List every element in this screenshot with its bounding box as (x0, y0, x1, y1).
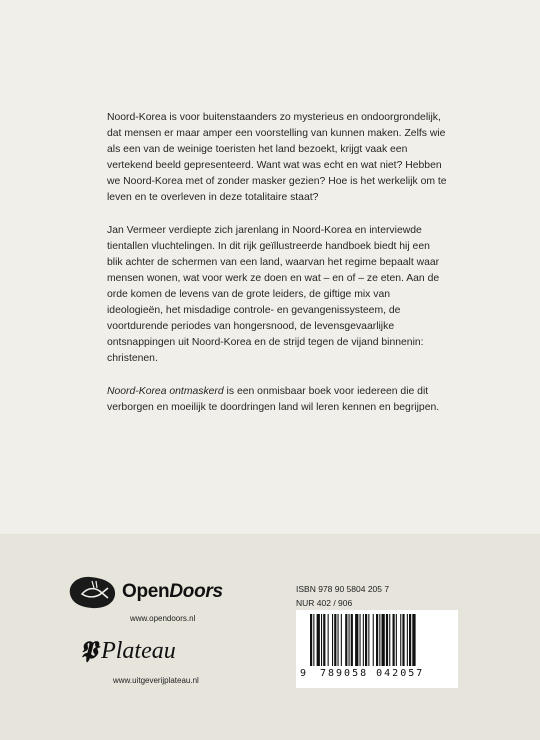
opendoors-wordmark (122, 581, 223, 603)
barcode-bar (402, 614, 404, 666)
barcode-digits: 789058 042057 (320, 668, 425, 679)
nur-code: NUR 402 / 906 (296, 598, 353, 608)
barcode-bar (317, 614, 320, 666)
opendoors-fish-logo-icon (66, 572, 118, 612)
barcode-bar (382, 614, 385, 666)
barcode-bar (360, 614, 361, 666)
barcode-bar (313, 614, 314, 666)
barcode-bar (341, 614, 342, 666)
opendoors-url: www.opendoors.nl (130, 614, 196, 623)
barcode-bar (328, 614, 329, 666)
barcode (296, 610, 458, 688)
barcode-bar (409, 614, 411, 666)
barcode-bar (334, 614, 336, 666)
barcode-bar (400, 614, 401, 666)
barcode-bar (396, 614, 397, 666)
barcode-bar (368, 614, 369, 666)
barcode-bar (349, 614, 350, 666)
barcode-bar (365, 614, 367, 666)
barcode-bar (323, 614, 325, 666)
plateau-wordmark: Plateau (101, 638, 176, 664)
barcode-bar (373, 614, 374, 666)
barcode-bar (310, 614, 312, 666)
blurb-paragraph-3 (107, 384, 447, 416)
barcode-bar (351, 614, 353, 666)
barcode-bar (379, 614, 380, 666)
isbn-block (296, 582, 389, 610)
barcode-bar (393, 614, 395, 666)
barcode-bar (332, 614, 333, 666)
barcode-bar (407, 614, 408, 666)
isbn-number: ISBN 978 90 5804 205 7 (296, 584, 390, 594)
barcode-bar (386, 614, 388, 666)
barcode-lead-digit: 9 (300, 668, 307, 679)
barcode-bar (355, 614, 358, 666)
barcode-bar (389, 614, 390, 666)
barcode-bar (321, 614, 322, 666)
barcode-bar (412, 614, 415, 666)
back-cover-blurb (107, 110, 447, 433)
blurb-paragraph-2: Jan Vermeer verdiepte zich jarenlang in Noord-Korea en interviewde tientallen vluchtelingen. In dit rijk geïllustreerde handboek biedt hij een blik achter de schermen van een land, waarvan het regime bepaalt waar mensen wonen, wat voor werk ze doen en wat – en of – ze eten. Aan de orde komen de levens van de grote leiders, de giftige mix van ideologieën, het misdadige controle- en gevangenissysteem, de voortdurende periodes van hongersnood, de levensgevaarlijke ontsnappingen uit Noord-Korea en de strijd tegen de vijand binnenin: christenen. (107, 225, 440, 364)
barcode-bar (338, 614, 339, 666)
plateau-p-logo-icon: 𝕻 (80, 638, 98, 664)
cover-footer-band (0, 534, 540, 740)
barcode-bar (345, 614, 347, 666)
blurb-paragraph-1: Noord-Korea is voor buitenstaanders zo mysterieus en ondoorgrondelijk, dat mensen er maar amper een voorstelling van kunnen maken. Zelfs wie als een van de weinige toeristen het land bezoekt, krijgt vaak een vertekend beeld gepresenteerd. Want wat was echt en wat niet? Hebben we Noord-Korea met of zonder masker gezien? Hoe is het werkelijk om te leven en te overleven in deze totalitaire staat? (107, 112, 447, 203)
opendoors-logo (66, 572, 223, 612)
book-title-italic: Noord-Korea ontmaskerd (107, 386, 224, 397)
opendoors-wordmark-doors: Doors (169, 581, 223, 602)
barcode-bar (363, 614, 364, 666)
barcode-icon (302, 614, 452, 668)
plateau-logo (80, 638, 176, 665)
barcode-bar (376, 614, 378, 666)
opendoors-wordmark-open: Open (122, 581, 170, 602)
plateau-url: www.uitgeverijplateau.nl (113, 676, 199, 685)
blurb-paragraph-3-rest: is een onmisbaar boek voor iedereen die dit verborgen en moeilijk te doordringen land wil leren kennen en begrijpen. (107, 386, 440, 413)
